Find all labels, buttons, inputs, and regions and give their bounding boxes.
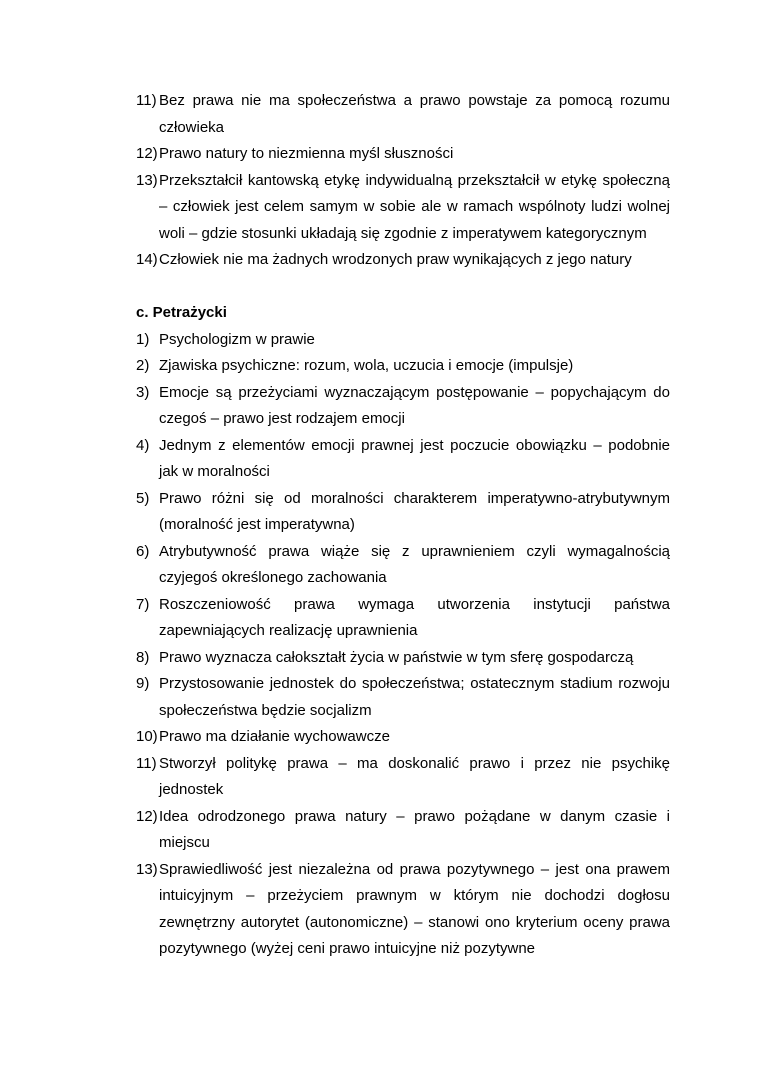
document-body: [136, 88, 670, 963]
list-item-number: 7): [136, 595, 150, 613]
list-item-text: Zjawiska psychiczne: rozum, wola, uczucia i emocje (impulsje): [159, 357, 574, 374]
list-item-number: 13): [136, 860, 158, 878]
list-item-number: 9): [136, 675, 150, 692]
section-heading-petrazycki: c. Petrażycki: [136, 304, 227, 321]
list-item-text: Przekształcił kantowską etykę indywidualną przekształcił w etykę społeczną – człowiek jest celem samym w sobie ale w ramach wspólnoty ludzi wolnej woli – gdzie stosunki układają się zgodnie z imperatywem kategorycznym: [159, 171, 670, 242]
list-item-text: Sprawiedliwość jest niezależna od prawa pozytywnego – jest ona prawem intuicyjnym – przeżyciem prawnym w którym nie dochodzi dogłosu zewnętrzny autorytet (autonomiczne) – stanowi ono kryterium oceny prawa pozytywnego (wyżej ceni prawo intuicyjne niż pozytywne: [159, 860, 670, 957]
list-item: [136, 486, 670, 539]
list-item: [136, 141, 670, 168]
list-item: [136, 353, 670, 380]
list-item-number: 11): [136, 754, 157, 772]
list-item-number: 4): [136, 436, 150, 454]
list-item: [136, 247, 670, 274]
list-item-number: 5): [136, 489, 150, 507]
list-item-number: 8): [136, 648, 150, 666]
list-item: [136, 168, 670, 248]
list-item-text: Prawo wyznacza całokształt życia w państwie w tym sferę gospodarczą: [159, 648, 634, 666]
list-continued: [136, 88, 670, 274]
list-item: [136, 433, 670, 486]
list-item-number: 2): [136, 357, 150, 374]
list-item-text: Przystosowanie jednostek do społeczeństwa; ostatecznym stadium rozwoju społeczeństwa będzie socjalizm: [159, 675, 670, 719]
list-item-text: Bez prawa nie ma społeczeństwa a prawo powstaje za pomocą rozumu człowieka: [159, 92, 670, 136]
list-item-text: Człowiek nie ma żadnych wrodzonych praw wynikających z jego natury: [159, 251, 632, 268]
list-item-text: Jednym z elementów emocji prawnej jest poczucie obowiązku – podobnie jak w moralności: [159, 436, 670, 480]
list-item-number: 13): [136, 171, 158, 189]
list-item: [136, 671, 670, 724]
list-item: [136, 327, 670, 354]
list-item-number: 12): [136, 807, 158, 825]
list-item: [136, 88, 670, 141]
list-item: [136, 645, 670, 672]
list-item-number: 12): [136, 145, 158, 162]
list-item-text: Atrybutywność prawa wiąże się z uprawnieniem czyli wymagalnością czyjegoś określonego zachowania: [159, 542, 670, 586]
list-item-text: Stworzył politykę prawa – ma doskonalić prawo i przez nie psychikę jednostek: [159, 754, 670, 798]
list-item-text: Roszczeniowość prawa wymaga utworzenia instytucji państwa zapewniających realizację uprawnienia: [159, 595, 670, 639]
list-item: [136, 751, 670, 804]
list-item-number: 6): [136, 542, 150, 560]
list-item-number: 14): [136, 251, 158, 268]
list-item: [136, 724, 670, 751]
list-item-number: 10): [136, 728, 158, 745]
list-item-text: Prawo ma działanie wychowawcze: [159, 728, 390, 745]
list-item: [136, 380, 670, 433]
list-item-number: 1): [136, 330, 150, 348]
list-item: [136, 592, 670, 645]
list-item-text: Prawo natury to niezmienna myśl słuszności: [159, 145, 454, 162]
list-item: [136, 539, 670, 592]
list-item: [136, 804, 670, 857]
list-item-number: 11): [136, 92, 157, 109]
list-petrazycki: [136, 327, 670, 963]
list-item: [136, 857, 670, 963]
list-item-text: Idea odrodzonego prawa natury – prawo pożądane w danym czasie i miejscu: [159, 807, 670, 851]
list-item-number: 3): [136, 383, 150, 401]
list-item-text: Emocje są przeżyciami wyznaczającym postępowanie – popychającym do czegoś – prawo jest rodzajem emocji: [159, 383, 670, 427]
list-item-text: Prawo różni się od moralności charakterem imperatywno-atrybutywnym (moralność jest imperatywna): [159, 489, 670, 533]
list-item-text: Psychologizm w prawie: [159, 330, 315, 348]
